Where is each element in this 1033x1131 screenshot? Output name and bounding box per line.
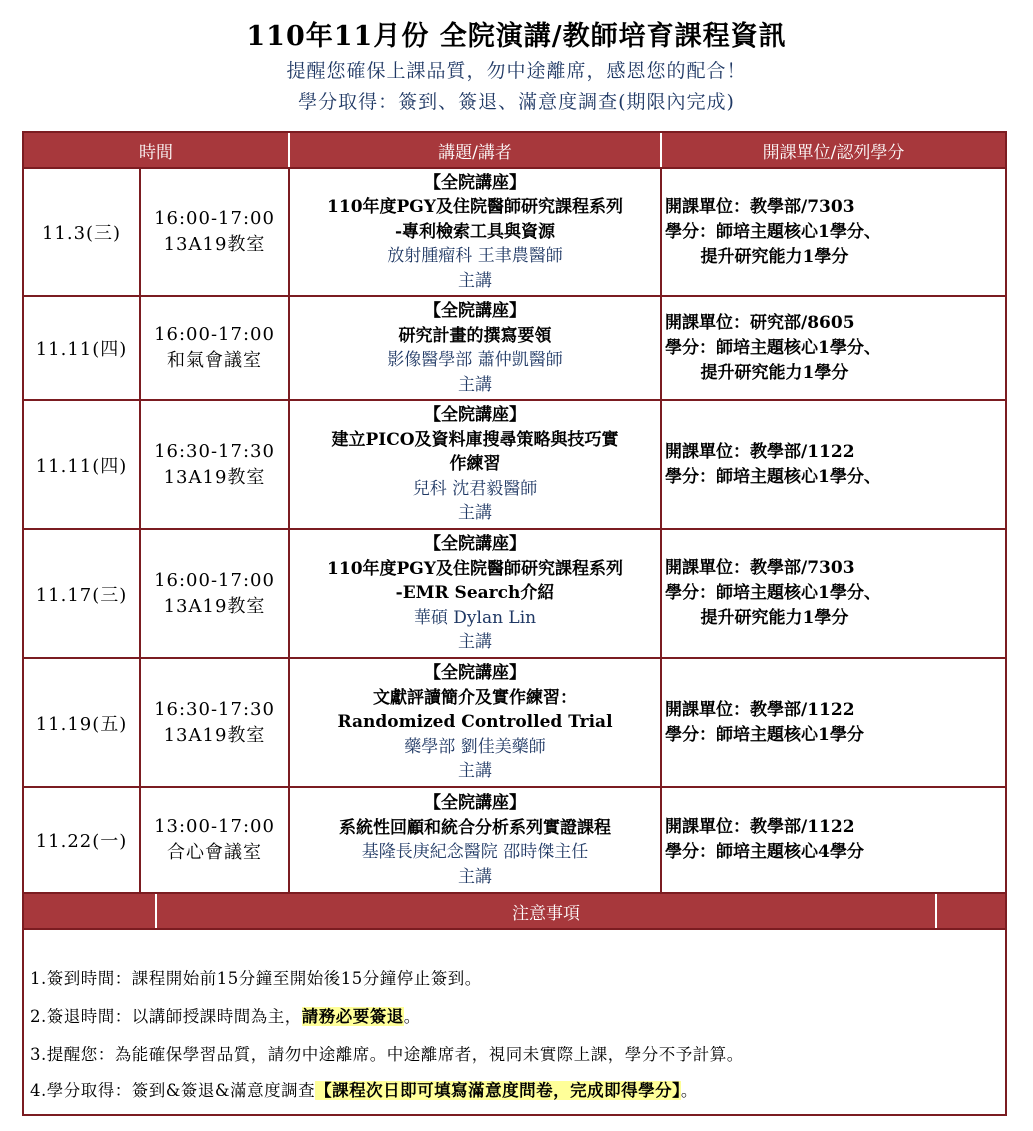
note-4-end: 。: [680, 1081, 698, 1100]
credit-text-cont: 提升研究能力1學分: [665, 362, 849, 383]
speaker-text: 放射腫瘤科 王聿農醫師: [387, 246, 563, 267]
subtitle-reminder: 提醒您確保上課品質，勿中途離席，感恩您的配合！: [286, 60, 747, 82]
credit-text: 學分：師培主題核心4學分: [665, 842, 864, 862]
col-header-topic: 講題/講者: [290, 133, 660, 167]
speaker-text: 藥學部 劉佳美藥師: [404, 736, 546, 757]
speaker-role: 主講: [458, 632, 492, 653]
time-text: 13:00-17:00: [154, 816, 275, 837]
notes-header-right: [937, 894, 1005, 928]
speaker-role: 主講: [458, 374, 492, 395]
course-table: [22, 131, 1007, 1116]
unit-text: 開課單位：研究部/8605: [665, 312, 855, 333]
note-4-highlight: 【課程次日即可填寫滿意度問卷，完成即得學分】: [315, 1081, 681, 1100]
unit-cell: [662, 297, 1005, 399]
credit-text: 學分：師培主題核心1學分、: [665, 466, 881, 487]
lecture-tag: 【全院講座】: [424, 172, 526, 193]
time-cell: [141, 530, 288, 657]
topic-title-cont: -專利檢索工具與資源: [394, 221, 556, 242]
unit-text: 開課單位：教學部/1122: [665, 441, 855, 462]
unit-text: 開課單位：教學部/1122: [665, 699, 855, 720]
speaker-text: 華碩 Dylan Lin: [413, 607, 537, 628]
date-text: 11.11(四): [35, 455, 128, 477]
lecture-tag: 【全院講座】: [424, 405, 526, 426]
column-divider: [288, 167, 290, 894]
unit-text: 開課單位：教學部/7303: [665, 196, 855, 217]
date-text: 11.17(三): [35, 584, 128, 606]
time-text: 16:00-17:00: [154, 324, 275, 345]
topic-cell: [290, 169, 660, 295]
note-2: [30, 1003, 421, 1027]
unit-cell: [662, 401, 1005, 528]
date-cell: [24, 297, 139, 399]
topic-title: 110年度PGY及住院醫師研究課程系列: [327, 197, 623, 218]
topic-title: 建立PICO及資料庫搜尋策略與技巧實: [331, 429, 619, 450]
date-cell: [24, 788, 139, 892]
topic-title-cont: -EMR Search介紹: [395, 583, 555, 604]
unit-cell: [662, 169, 1005, 295]
note-2-text: 2.簽退時間：以講師授課時間為主，: [30, 1007, 302, 1026]
time-cell: [141, 788, 288, 892]
time-text: 16:30-17:30: [154, 698, 275, 720]
lecture-tag: 【全院講座】: [424, 663, 526, 684]
room-text: 13A19教室: [163, 595, 266, 617]
lecture-tag: 【全院講座】: [424, 793, 526, 813]
credit-text: 學分：師培主題核心1學分、: [665, 221, 881, 242]
col-header-time: 時間: [24, 133, 288, 167]
topic-cell: [290, 297, 660, 399]
topic-cell: [290, 401, 660, 528]
date-text: 11.11(四): [35, 339, 128, 360]
room-text: 13A19教室: [163, 466, 266, 488]
column-divider: [660, 167, 662, 894]
col-header-unit: 開課單位/認列學分: [662, 133, 1005, 167]
date-cell: [24, 169, 139, 295]
topic-title: 110年度PGY及住院醫師研究課程系列: [327, 558, 623, 579]
date-cell: [24, 530, 139, 657]
unit-text: 開課單位：教學部/1122: [665, 817, 855, 837]
credit-text: 學分：師培主題核心1學分、: [665, 583, 881, 603]
date-text: 11.19(五): [35, 713, 128, 735]
credit-text-cont: 提升研究能力1學分: [665, 246, 849, 267]
header-divider: [24, 167, 1005, 169]
unit-cell: [662, 530, 1005, 657]
page-title: 110年11月份 全院演講/教師培育課程資訊: [246, 21, 787, 52]
topic-title: 研究計畫的撰寫要領: [398, 325, 552, 346]
unit-text: 開課單位：教學部/7303: [665, 558, 855, 578]
room-text: 13A19教室: [163, 724, 266, 746]
time-text: 16:00-17:00: [154, 208, 275, 229]
date-text: 11.3(三): [41, 223, 122, 244]
notes-header-left: [24, 894, 155, 928]
note-2-highlight: 請務必要簽退: [301, 1007, 404, 1026]
topic-title: 文獻評讀簡介及實作練習：: [373, 687, 577, 708]
lecture-tag: 【全院講座】: [424, 534, 526, 555]
time-text: 16:30-17:30: [154, 440, 275, 462]
time-cell: [141, 401, 288, 528]
speaker-role: 主講: [458, 503, 492, 524]
speaker-role: 主講: [458, 761, 492, 782]
topic-title-cont: Randomized Controlled Trial: [337, 712, 613, 733]
date-text: 11.22(一): [35, 831, 128, 852]
time-cell: [141, 659, 288, 786]
note-3: 3.提醒您：為能確保學習品質，請勿中途離席。中途離席者，視同未實際上課，學分不予計算。: [30, 1045, 744, 1064]
time-text: 16:00-17:00: [154, 569, 275, 591]
lecture-tag: 【全院講座】: [424, 301, 526, 321]
divider: [24, 928, 1005, 930]
speaker-text: 基隆長庚紀念醫院 邵時傑主任: [361, 842, 589, 862]
speaker-role: 主講: [458, 270, 492, 291]
room-text: 合心會議室: [167, 842, 262, 863]
time-cell: [141, 169, 288, 295]
notes-heading: 注意事項: [157, 894, 935, 928]
topic-title: 系統性回顧和統合分析系列實證課程: [339, 817, 611, 838]
unit-cell: [662, 659, 1005, 786]
credit-text: 學分：師培主題核心1學分: [665, 724, 864, 745]
subtitle-credit: 學分取得：簽到、簽退、滿意度調查(期限內完成): [298, 91, 735, 113]
note-2-end: 。: [403, 1007, 421, 1026]
credit-text: 學分：師培主題核心1學分、: [665, 337, 881, 358]
column-divider: [139, 167, 141, 894]
time-cell: [141, 297, 288, 399]
unit-cell: [662, 788, 1005, 892]
topic-cell: [290, 659, 660, 786]
credit-text-cont: 提升研究能力1學分: [665, 608, 849, 628]
date-cell: [24, 659, 139, 786]
date-cell: [24, 401, 139, 528]
note-1: 1.簽到時間：課程開始前15分鐘至開始後15分鐘停止簽到。: [30, 969, 482, 988]
note-4-text: 4.學分取得：簽到&簽退&滿意度調查: [30, 1081, 316, 1100]
speaker-role: 主講: [458, 866, 492, 887]
room-text: 和氣會議室: [167, 350, 262, 371]
topic-cell: [290, 530, 660, 657]
room-text: 13A19教室: [163, 234, 266, 255]
speaker-text: 兒科 沈君毅醫師: [412, 478, 538, 499]
speaker-text: 影像醫學部 蕭仲凱醫師: [387, 350, 563, 370]
topic-title-cont: 作練習: [449, 454, 501, 475]
topic-cell: [290, 788, 660, 892]
note-4: [30, 1077, 698, 1101]
